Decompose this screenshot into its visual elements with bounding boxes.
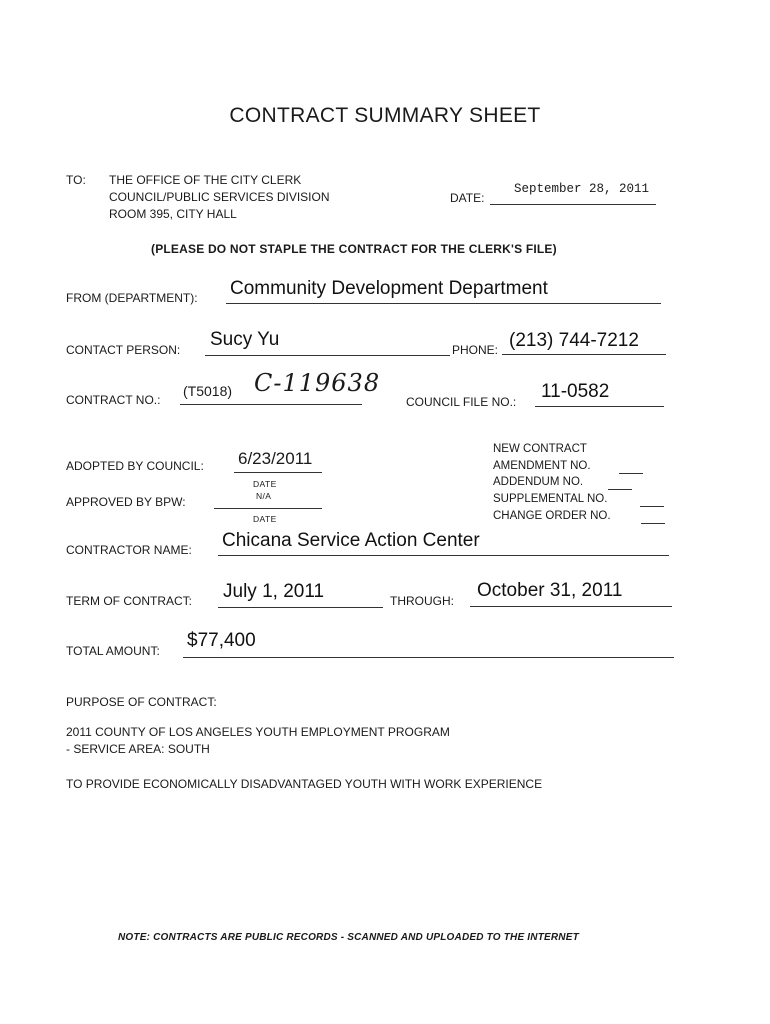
contract-no-value: (T5018): [183, 383, 233, 399]
change-order-blank: [641, 523, 665, 524]
council-file-label: COUNCIL FILE NO.:: [406, 395, 517, 409]
from-label: FROM (DEPARTMENT):: [66, 291, 198, 305]
purpose-line-1: 2011 COUNTY OF LOS ANGELES YOUTH EMPLOYMENT PROGRAM: [66, 725, 450, 739]
contractor-value: Chicana Service Action Center: [222, 530, 480, 551]
approved-label: APPROVED BY BPW:: [66, 495, 186, 509]
date-label: DATE:: [450, 191, 485, 205]
amendment-label: AMENDMENT NO.: [493, 460, 591, 472]
council-file-underline: [535, 406, 664, 407]
date-underline: [490, 204, 656, 205]
approved-value: N/A: [256, 491, 272, 501]
purpose-line-3: TO PROVIDE ECONOMICALLY DISADVANTAGED YOUTH WITH WORK EXPERIENCE: [66, 777, 543, 791]
supplemental-label: SUPPLEMENTAL NO.: [493, 493, 608, 505]
term-end-underline: [470, 606, 672, 607]
to-line-3: ROOM 395, CITY HALL: [109, 207, 237, 221]
council-file-value: 11-0582: [541, 381, 610, 402]
addendum-blank: [608, 489, 632, 490]
contract-no-label: CONTRACT NO.:: [66, 393, 161, 407]
page-title: CONTRACT SUMMARY SHEET: [229, 104, 541, 127]
total-label: TOTAL AMOUNT:: [66, 644, 160, 658]
adopted-date-caption: DATE: [253, 479, 277, 489]
through-label: THROUGH:: [390, 594, 454, 608]
adopted-value: 6/23/2011: [238, 449, 313, 468]
date-value: September 28, 2011: [514, 182, 650, 196]
contract-no-underline: [180, 404, 362, 405]
approved-underline: [214, 508, 322, 509]
term-start-value: July 1, 2011: [223, 581, 325, 602]
supplemental-blank: [640, 506, 664, 507]
approved-date-caption: DATE: [253, 514, 277, 524]
contact-label: CONTACT PERSON:: [66, 343, 181, 357]
contractor-label: CONTRACTOR NAME:: [66, 543, 192, 557]
term-start-underline: [218, 607, 383, 608]
public-records-note: NOTE: CONTRACTS ARE PUBLIC RECORDS - SCANNED AND UPLOADED TO THE INTERNET: [118, 932, 579, 943]
amendment-blank: [619, 473, 643, 474]
from-underline: [226, 303, 661, 304]
adopted-underline: [234, 472, 322, 473]
contact-value: Sucy Yu: [210, 329, 280, 350]
to-label: TO:: [66, 173, 86, 187]
to-line-2: COUNCIL/PUBLIC SERVICES DIVISION: [109, 190, 330, 204]
phone-underline: [502, 354, 666, 355]
phone-value: (213) 744-7212: [509, 330, 639, 351]
addendum-label: ADDENDUM NO.: [493, 476, 584, 488]
staple-notice: (PLEASE DO NOT STAPLE THE CONTRACT FOR THE CLERK'S FILE): [151, 242, 557, 256]
purpose-label: PURPOSE OF CONTRACT:: [66, 695, 217, 709]
adopted-label: ADOPTED BY COUNCIL:: [66, 459, 204, 473]
change-order-label: CHANGE ORDER NO.: [493, 510, 611, 522]
term-label: TERM OF CONTRACT:: [66, 594, 192, 608]
contractor-underline: [218, 555, 669, 556]
total-value: $77,400: [187, 630, 256, 651]
purpose-line-2: - SERVICE AREA: SOUTH: [66, 742, 210, 756]
phone-label: PHONE:: [452, 343, 499, 357]
to-line-1: THE OFFICE OF THE CITY CLERK: [109, 173, 302, 187]
contact-underline: [205, 355, 450, 356]
new-contract-label: NEW CONTRACT: [493, 443, 587, 455]
from-value: Community Development Department: [230, 278, 548, 299]
contract-no-handwritten: C-119638: [254, 369, 381, 397]
term-end-value: October 31, 2011: [477, 580, 623, 601]
total-underline: [183, 657, 674, 658]
